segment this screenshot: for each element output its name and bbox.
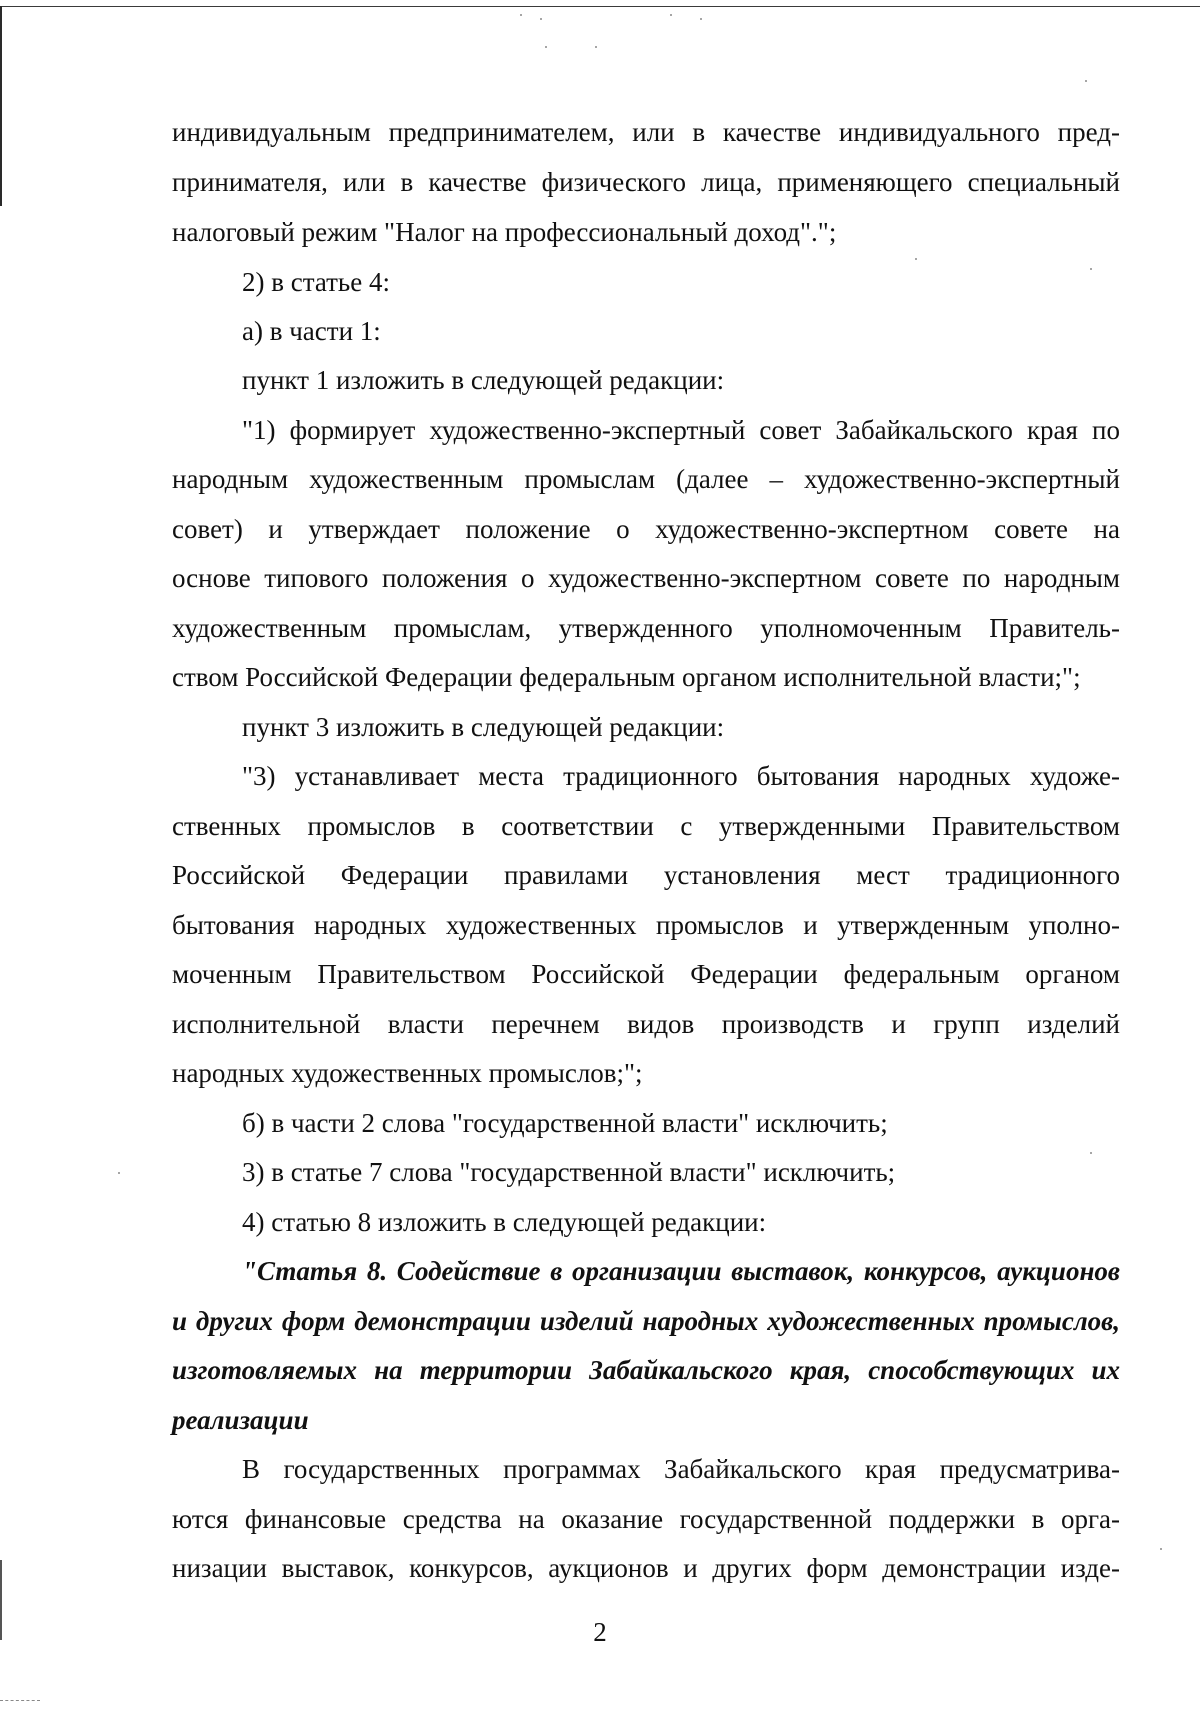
document-line: 4) статью 8 изложить в следующей редакции: xyxy=(242,1207,767,1237)
document-line: народным художественным промыслам (далее – художественно-экспертный xyxy=(172,464,1120,494)
document-line: налоговый режим "Налог на профессиональный доход"."; xyxy=(172,217,837,247)
document-line: основе типового положения о художественно-экспертном совете по народным xyxy=(172,563,1120,593)
document-line: исполнительной власти перечнем видов производств и групп изделий xyxy=(172,1009,1120,1039)
document-line: ются финансовые средства на оказание государственной поддержки в орга- xyxy=(172,1504,1120,1534)
document-line: В государственных программах Забайкальского края предусматрива- xyxy=(242,1454,1120,1484)
document-line: индивидуальным предпринимателем, или в качестве индивидуального пред- xyxy=(172,117,1120,147)
document-line: народных художественных промыслов;"; xyxy=(172,1058,643,1088)
article-heading-line: реализации xyxy=(172,1405,309,1435)
document-line: "3) устанавливает места традиционного бытования народных художе- xyxy=(242,761,1120,791)
document-line: а) в части 1: xyxy=(242,316,381,346)
document-line: совет) и утверждает положение о художественно-экспертном совете на xyxy=(172,514,1120,544)
document-line: Российской Федерации правилами установления мест традиционного xyxy=(172,860,1120,890)
document-line: б) в части 2 слова "государственной власти" исключить; xyxy=(242,1108,888,1138)
document-line: ством Российской Федерации федеральным органом исполнительной власти;"; xyxy=(172,662,1081,692)
document-line: принимателя, или в качестве физического лица, применяющего специальный xyxy=(172,167,1120,197)
document-line: пункт 1 изложить в следующей редакции: xyxy=(242,365,725,395)
document-line: моченным Правительством Российской Федерации федеральным органом xyxy=(172,959,1120,989)
page-number: 2 xyxy=(593,1617,607,1647)
document-line: бытования народных художественных промыслов и утвержденным уполно- xyxy=(172,910,1120,940)
article-heading-line: и других форм демонстрации изделий народных художественных промыслов, xyxy=(172,1306,1120,1336)
document-line: художественным промыслам, утвержденного уполномоченным Правитель- xyxy=(172,613,1120,643)
document-line: 3) в статье 7 слова "государственной власти" исключить; xyxy=(242,1157,896,1187)
article-heading-line: изготовляемых на территории Забайкальского края, способствующих их xyxy=(172,1355,1120,1385)
document-line: "1) формирует художественно-экспертный совет Забайкальского края по xyxy=(242,415,1120,445)
article-heading-line: "Статья 8. Содействие в организации выставок, конкурсов, аукционов xyxy=(242,1256,1120,1286)
document-line: 2) в статье 4: xyxy=(242,267,390,297)
document-line: ственных промыслов в соответствии с утвержденными Правительством xyxy=(172,811,1120,841)
document-line: низации выставок, конкурсов, аукционов и других форм демонстрации изде- xyxy=(172,1553,1120,1583)
document-line: пункт 3 изложить в следующей редакции: xyxy=(242,712,725,742)
